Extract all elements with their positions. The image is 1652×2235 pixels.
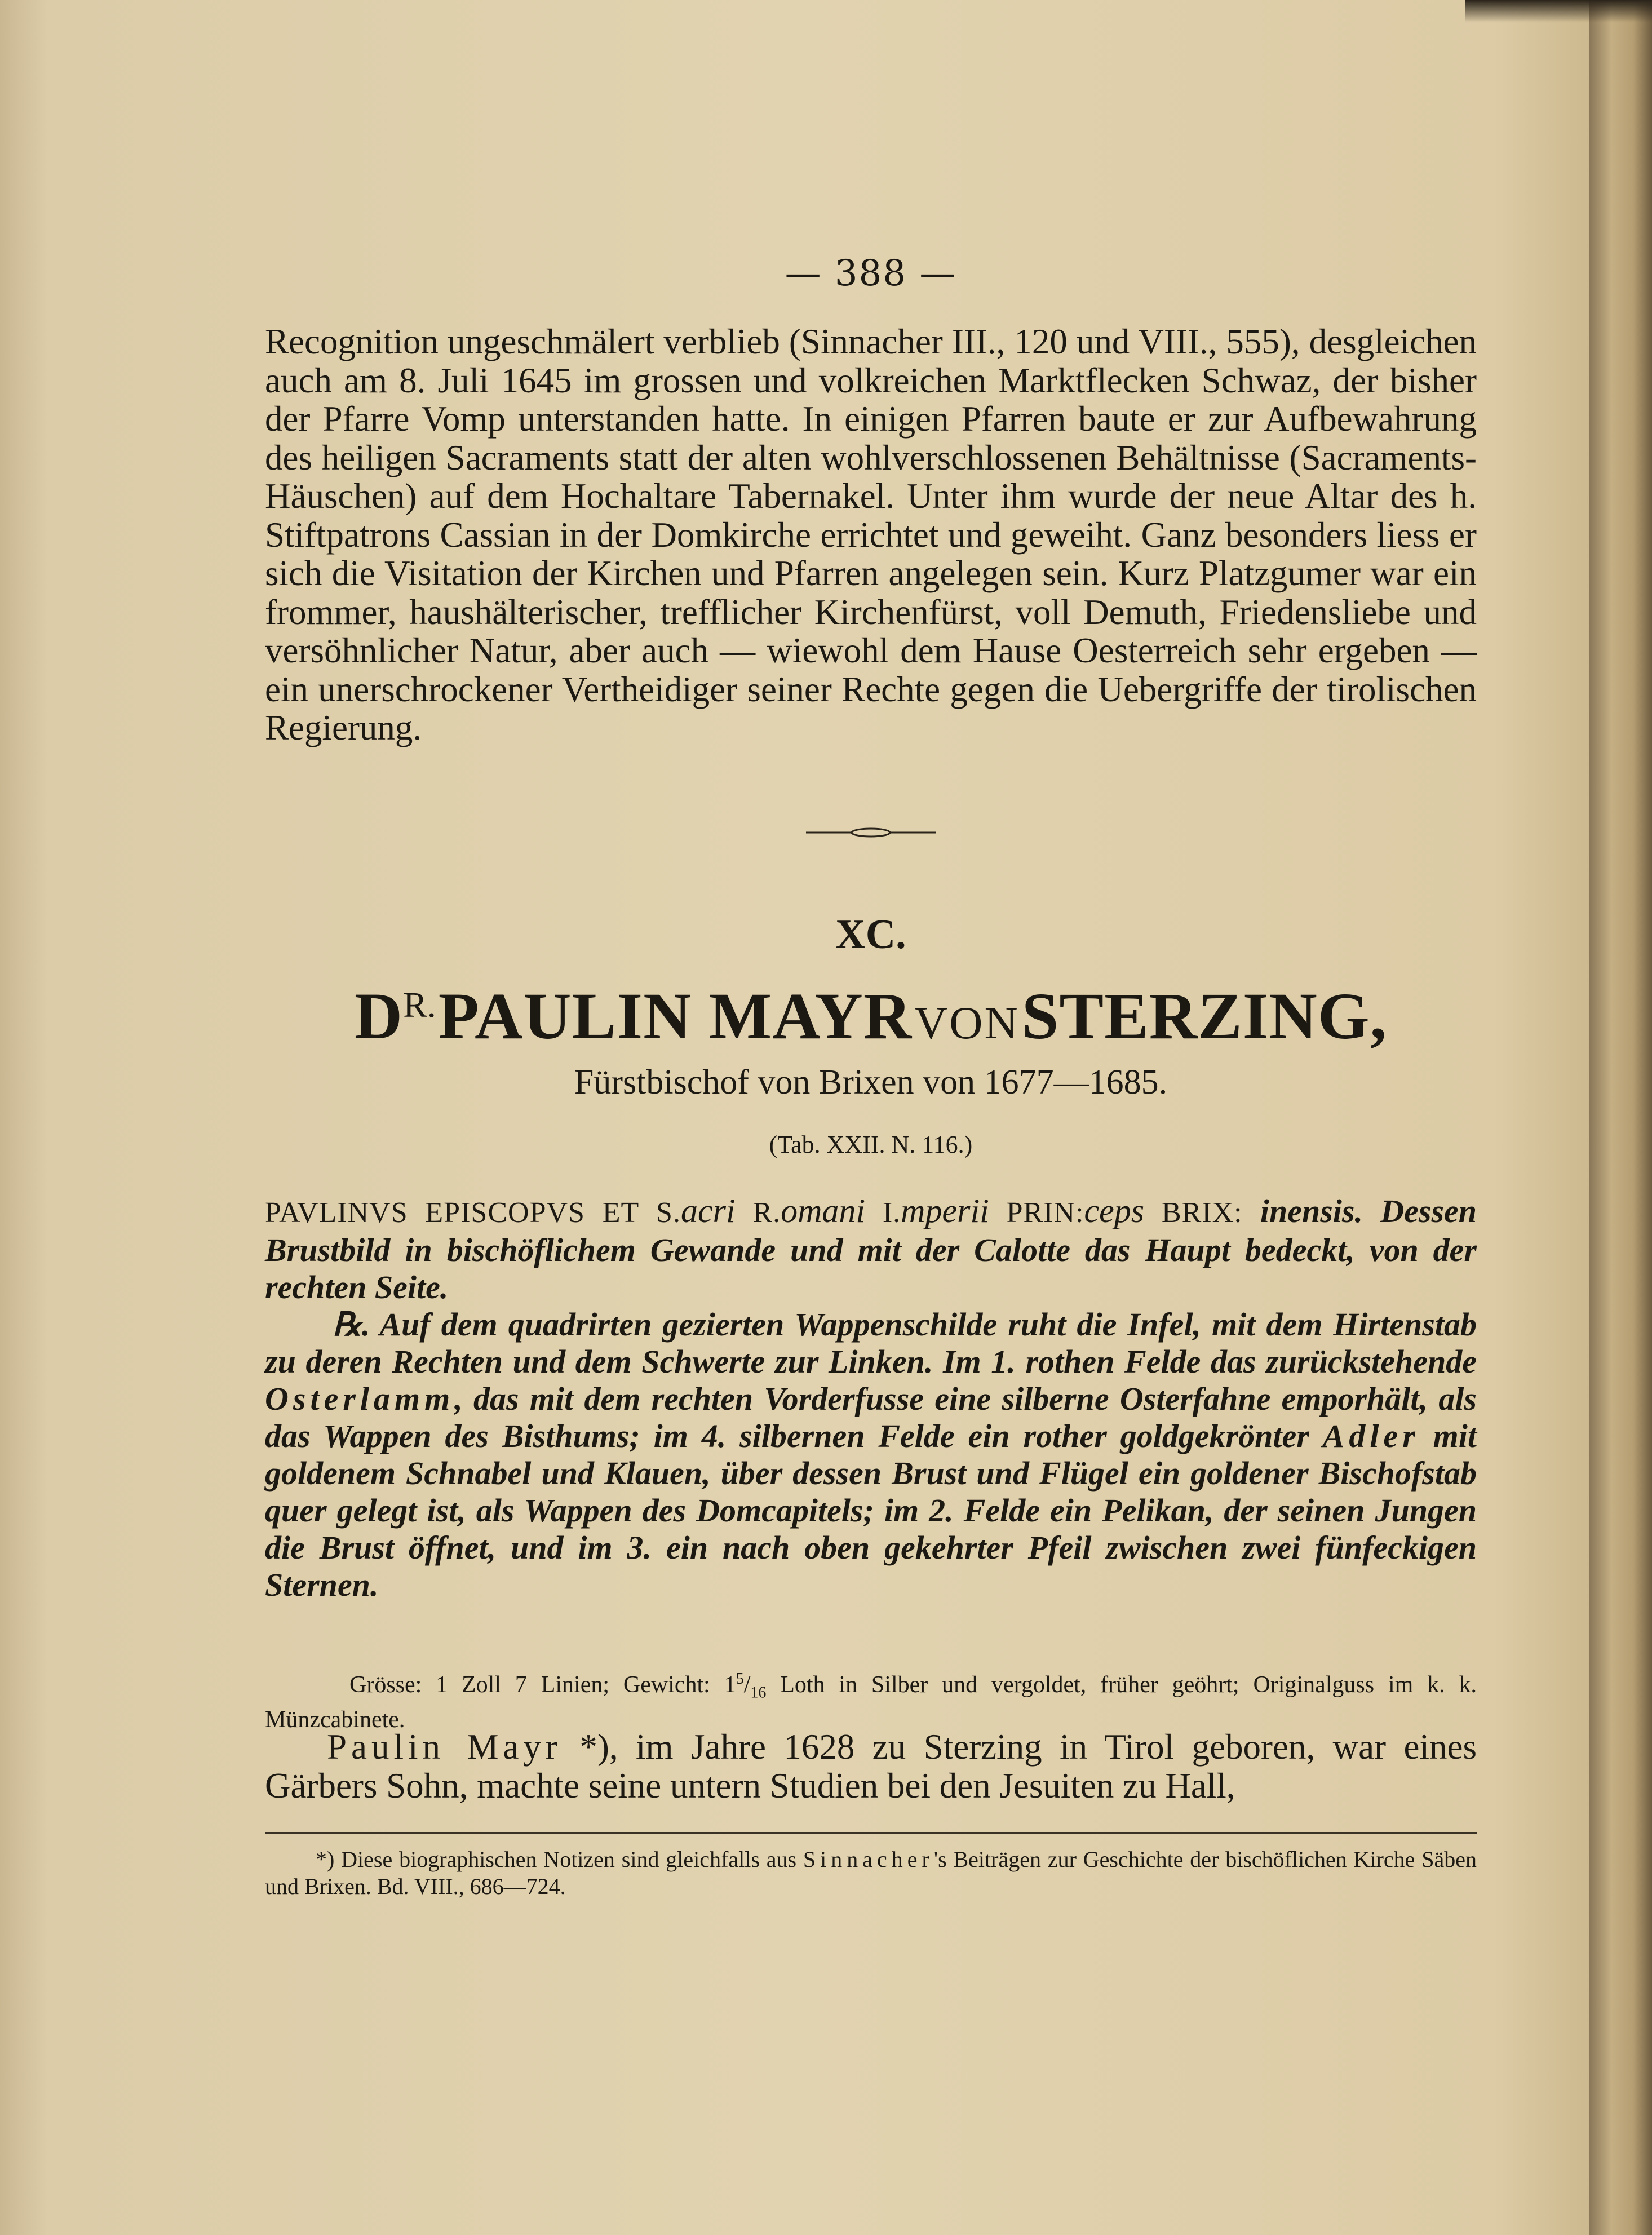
reverse-text-a: Auf dem quadrirten gezierten Wappenschilde ruht die Infel, mit dem Hirtenstab zu deren Rechten und dem Schwerte zur Linken. Im 1. rothen Felde das zurückstehende (265, 1306, 1477, 1380)
section-number: XC. (835, 911, 906, 958)
coin-obverse: inensis. Dessen Brustbild in bischöflichem Gewande und mit der Calotte das Haupt bedeckt, von der rechten Seite. (265, 1193, 1477, 1305)
size-frac-num: 5 (736, 1670, 744, 1688)
footnote-text-b: 's Beiträgen zur Geschichte der bischöflichen Kirche Säben und Brixen. Bd. VIII., 686—724. (265, 1847, 1477, 1899)
page-number: — 388 — (785, 253, 957, 294)
footnote-text-a: *) Diese biographischen Notizen sind gleichfalls aus (316, 1847, 803, 1872)
size-text-b: Loth in Silber und vergoldet, früher geöhrt; Originalguss im k. k. Münzcabinete. (265, 1672, 1477, 1733)
paragraph-2 (265, 1728, 1477, 1805)
ornament-divider (806, 826, 936, 839)
page-edge (1589, 0, 1652, 2235)
headline-place: STERZING, (1021, 979, 1388, 1053)
paragraph-2-name: Paulin Mayr (327, 1727, 562, 1767)
headline-name: PAULIN MAYR (438, 979, 913, 1053)
reverse-adler: Adler (1322, 1418, 1420, 1454)
headline-von: VON (914, 997, 1020, 1048)
paragraph-2-text: *), im Jahre 1628 zu Sterzing in Tirol geboren, war eines Gärbers Sohn, machte seine untern Studien bei den Jesuiten zu Hall, (265, 1727, 1477, 1805)
size-frac-den: 16 (750, 1684, 767, 1702)
size-text-a: Grösse: 1 Zoll 7 Linien; Gewicht: 1 (349, 1672, 736, 1698)
coin-legend-6: mperii (901, 1192, 989, 1229)
paragraph-1: Recognition ungeschmälert verblieb (Sinnacher III., 120 und VIII., 555), desgleichen auch am 8. Juli 1645 im grossen und volkreichen Marktflecken Schwaz, der bisher der Pfarre Vomp unterstanden hatte. In einigen Pfarren baute er zur Aufbewahrung des heiligen Sacraments statt der alten wohlverschlossenen Behältnisse (Sacraments-Häuschen) auf dem Hochaltare Tabernakel. Unter ihm wurde der neue Altar des h. Stiftpatrons Cassian in der Domkirche errichtet und geweiht. Ganz besonders liess er sich die Visitation der Kirchen und Pfarren angelegen sein. Kurz Platzgumer war ein frommer, haushälterischer, trefflicher Kirchenfürst, voll Demuth, Friedensliebe und versöhnlicher Natur, aber auch — wiewohl dem Hause Oesterreich sehr ergeben — ein unerschrockener Vertheidiger seiner Rechte gegen die Uebergriffe der tirolischen Regierung. (265, 322, 1477, 747)
scan-shadow (1465, 0, 1652, 23)
coin-legend-3: R. (735, 1197, 781, 1229)
coin-reverse (265, 1306, 1477, 1604)
footnote (265, 1846, 1477, 1900)
reverse-osterlamm: Osterlamm (265, 1380, 455, 1417)
coin-legend-7: PRIN: (989, 1197, 1084, 1229)
coin-legend-9: BRIX: (1144, 1197, 1243, 1229)
footnote-name: Sinnacher (803, 1847, 934, 1872)
reverse-mark: ℞. (333, 1306, 370, 1343)
reverse-text-c: mit goldenem Schnabel und Klauen, über dessen Brust und Flügel ein goldener Bischofstab quer gelegt ist, als Wappen des Domcapitels; im 2. Felde ein Pelikan, der seinen Jungen die Brust öffnet, und im 3. ein nach oben gekehrter Pfeil zwischen zwei fünfeckigen Sternen. (265, 1418, 1477, 1603)
headline-dr: D (354, 979, 404, 1053)
coin-legend-4: omani (781, 1192, 866, 1229)
footnote-rule (265, 1832, 1477, 1834)
coin-legend-1: PAVLINVS EPISCOPVS ET S. (265, 1197, 681, 1229)
section-headline (265, 978, 1477, 1055)
coin-legend-8: ceps (1084, 1192, 1145, 1229)
table-reference: (Tab. XXII. N. 116.) (769, 1131, 973, 1158)
reverse-text-b: , das mit dem rechten Vorderfusse eine silberne Osterfahne emporhält, als das Wappen des Bisthums; im 4. silbernen Felde ein rother goldgekrönter (265, 1380, 1477, 1454)
subtitle: Fürstbischof von Brixen von 1677—1685. (574, 1063, 1168, 1101)
size-note: Grösse: 1 Zoll 7 Linien; Gewicht: $1^5/_{16}$ Loth in Silber und vergoldet, früher geöhrt; Originalguss im k. k. Münzcabinete. (265, 1670, 1477, 1733)
coin-description (265, 1192, 1477, 1604)
coin-legend-5: I. (865, 1197, 901, 1229)
coin-legend-2: acri (680, 1192, 736, 1229)
headline-dr-sup: R. (403, 985, 436, 1025)
